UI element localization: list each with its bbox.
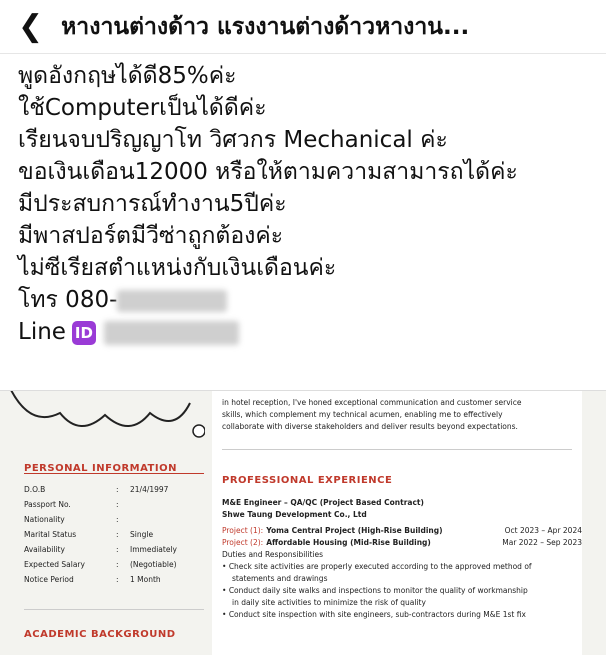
line-label: Line	[18, 319, 66, 345]
post-body	[0, 54, 606, 348]
personal-row: Availability : Immediately	[24, 545, 177, 554]
personal-row: Notice Period : 1 Month	[24, 575, 161, 584]
duty-item: • Check site activities are properly executed according to the approved method of	[222, 562, 532, 571]
project-row: Project (1): Yoma Central Project (High-Rise Building) Oct 2023 – Apr 2024	[222, 526, 582, 535]
phone-line	[18, 284, 606, 316]
personal-row: Marital Status : Single	[24, 530, 154, 539]
resume-left-column	[24, 391, 204, 655]
resume-image	[0, 390, 606, 655]
duty-item: • Conduct daily site walks and inspections to monitor the quality of workmanship	[222, 586, 528, 595]
project-row: Project (2): Affordable Housing (Mid-Rise Building) Mar 2022 – Sep 2023	[222, 538, 582, 547]
personal-info-heading: PERSONAL INFORMATION	[24, 463, 177, 474]
post-line: มีพาสปอร์ตมีวีซ่าถูกต้องค่ะ	[18, 223, 284, 249]
personal-info-table	[24, 485, 210, 590]
post-line: เรียนจบปริญญาโท วิศวกร Mechanical ค่ะ	[18, 127, 448, 153]
chat-header	[0, 0, 606, 54]
personal-row: Expected Salary : (Negotiable)	[24, 560, 177, 569]
experience-heading: PROFESSIONAL EXPERIENCE	[222, 475, 393, 486]
resume-right-column	[212, 391, 582, 655]
phone-prefix: โทร 080-	[18, 287, 118, 313]
experience-body: M&E Engineer – QA/QC (Project Based Contract) Shwe Taung Development Co., Ltd Project (1): Yoma Central Project (High-Rise Building) Oct 2023 – Apr 2024 Project (2): Affordable Housing (Mid-Rise Building) Mar 2022 – Sep 2023 Duties and Responsibilities • Check site activities are properly executed according to the approved method of statements and drawings • Conduct daily site walks and inspections to monitor the quality of workmanship in daily site activities to minimize the risk of quality • Conduct site inspection with site engineers, sub-contractors during M&E 1st fix	[222, 498, 582, 619]
personal-row: D.O.B : 21/4/1997	[24, 485, 169, 494]
academic-heading: ACADEMIC BACKGROUND	[24, 629, 176, 640]
personal-row: Passport No. :	[24, 500, 119, 509]
id-badge-icon: ID	[72, 321, 96, 345]
chevron-left-icon[interactable]: ❮	[18, 8, 44, 44]
duty-item: • Conduct site inspection with site engineers, sub-contractors during M&E 1st fix	[222, 610, 526, 619]
line-id-row	[18, 316, 606, 348]
intro-text: in hotel reception, I've honed exceptional communication and customer service skills, which complement my technical acumen, enabling me to effectively collaborate with diverse stakeholders and deliver results beyond expectations.	[222, 398, 522, 431]
post-line: ไม่ซีเรียสตำแหน่งกับเงินเดือนค่ะ	[18, 255, 337, 281]
redacted-phone	[117, 290, 227, 312]
personal-row: Nationality :	[24, 515, 119, 524]
post-line: ขอเงินเดือน12000 หรือให้ตามความสามารถได้ค่ะ	[18, 159, 518, 185]
post-line: ใช้Computerเป็นได้ดีค่ะ	[18, 95, 267, 121]
redacted-line-id	[104, 321, 239, 345]
post-line: พูดอังกฤษได้ดี85%ค่ะ	[18, 63, 237, 89]
post-line: มีประสบการณ์ทำงาน5ปีค่ะ	[18, 191, 287, 217]
group-title: หางานต่างด้าว แรงงานต่างด้าวหางาน...	[61, 13, 470, 40]
